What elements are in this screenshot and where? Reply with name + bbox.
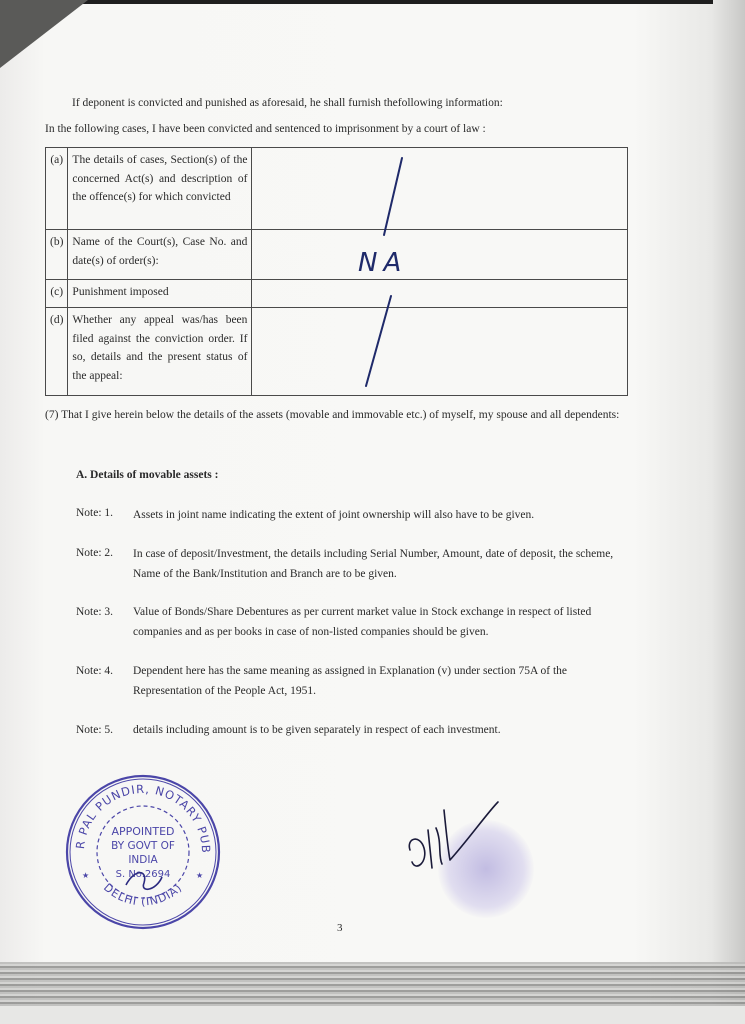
scan-top-border [0,0,745,4]
note-text: Assets in joint name indicating the extent of joint ownership will also have to be given. [133,509,535,521]
row-description: Punishment imposed [68,280,252,308]
intro-line: If deponent is convicted and punished as aforesaid, he shall furnish thefollowing information: [72,97,503,109]
conviction-table [45,147,628,396]
row-answer-cell [252,148,628,230]
cases-line: In the following cases, I have been convicted and sentenced to imprisonment by a court of law : [45,123,486,135]
row-label: (a) [46,148,68,230]
row-description: The details of cases, Section(s) of the concerned Act(s) and description of the offence(s) for which convicted [68,148,252,230]
row-label: (c) [46,280,68,308]
note-text: In case of deposit/Investment, the details including Serial Number, Amount, date of deposit, the scheme, Name of the Bank/Institution and Branch are to be given. [133,548,614,580]
stamp-outer-text: R PAL PUNDIR, NOTARY PUB [72,781,214,855]
page-number: 3 [337,922,343,934]
table-row [46,148,628,230]
stamp-bottom-text: DELHI (INDIA) [101,880,185,909]
note-label: Note: 3. [76,606,114,618]
table-row [46,280,628,308]
stamp-inner-line: S. No.2694 [115,869,171,880]
scan-bottom-margin [0,1006,745,1024]
note-text: Value of Bonds/Share Debentures as per current market value in Stock exchange in respect of listed companies and as per books in case of non-listed companies should be given. [133,606,592,638]
table-row [46,230,628,280]
note-label: Note: 2. [76,547,114,559]
table-row [46,308,628,396]
note-text: Dependent here has the same meaning as assigned in Explanation (v) under section 75A of the Representation of the People Act, 1951. [133,665,567,697]
row-answer-cell [252,308,628,396]
section-7-text: (7) That I give herein below the details of the assets (movable and immovable etc.) of myself, my spouse and all dependents: [45,409,620,421]
stamp-inner-line: INDIA [128,854,158,866]
scan-right-edge [713,0,745,1024]
stamp-inner-line: BY GOVT OF [111,840,175,852]
row-answer-cell [252,280,628,308]
row-description: Name of the Court(s), Case No. and date(s) of order(s): [68,230,252,280]
note-label: Note: 5. [76,724,114,736]
folded-corner [0,0,88,68]
handwritten-na-text: NA [358,248,408,278]
handwritten-na-mark [354,150,424,390]
svg-text:★: ★ [196,871,204,880]
signature [398,790,508,880]
stamp-inner-line: APPOINTED [111,825,175,838]
heading-movable-assets: A. Details of movable assets : [76,469,219,481]
row-answer-cell [252,230,628,280]
row-label: (b) [46,230,68,280]
note-label: Note: 1. [76,507,114,519]
notary-stamp [64,773,222,931]
note-text: details including amount is to be given separately in respect of each investment. [133,724,501,736]
svg-text:★: ★ [82,871,90,880]
row-label: (d) [46,308,68,396]
note-label: Note: 4. [76,665,114,677]
row-description: Whether any appeal was/has been filed against the conviction order. If so, details and the present status of the appeal: [68,308,252,396]
